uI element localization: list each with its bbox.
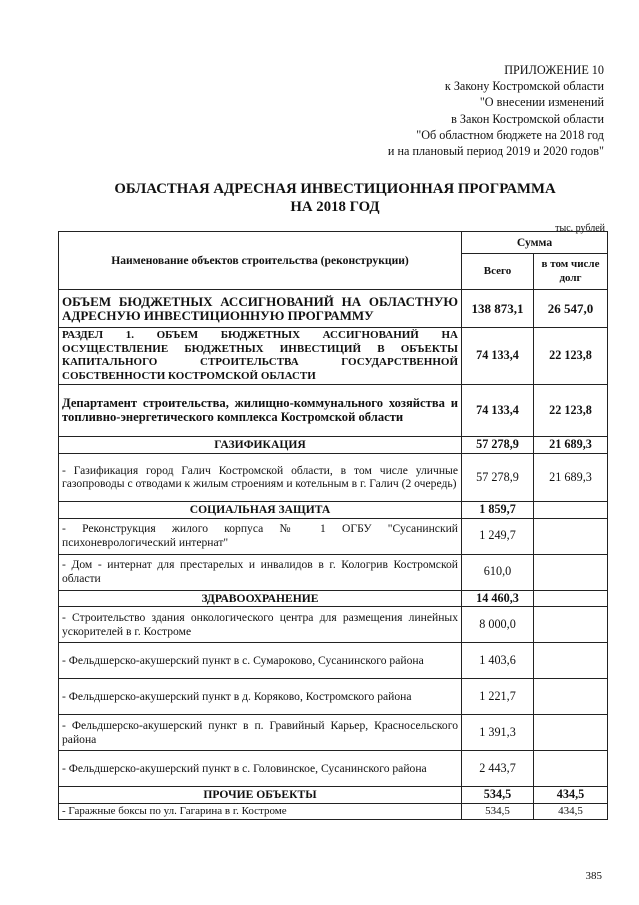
appendix-line: ПРИЛОЖЕНИЕ 10: [504, 63, 604, 77]
row-name: - Гаражные боксы по ул. Гагарина в г. Костроме: [59, 803, 462, 820]
appendix-line: и на плановый период 2019 и 2020 годов": [387, 144, 604, 159]
row-total: 1 221,7: [462, 679, 534, 715]
header-debt: в том числе долг: [534, 254, 608, 290]
unit-label: тыс. рублей: [555, 223, 605, 234]
row-total: 57 278,9: [462, 453, 534, 501]
row-name: ОБЪЕМ БЮДЖЕТНЫХ АССИГНОВАНИЙ НА ОБЛАСТНУЮ АДРЕСНУЮ ИНВЕСТИЦИОННУЮ ПРОГРАММУ: [59, 290, 462, 328]
table-row: [59, 679, 608, 715]
row-total: 1 859,7: [462, 501, 534, 518]
row-debt: [534, 715, 608, 751]
row-name: Департамент строительства, жилищно-коммунального хозяйства и топливно-энергетического комплекса Костромской области: [59, 385, 462, 437]
header-name: Наименование объектов строительства (реконструкции): [59, 232, 462, 290]
row-section-name: СОЦИАЛЬНАЯ ЗАЩИТА: [59, 501, 462, 518]
table-row: [59, 803, 608, 820]
header-total: Всего: [462, 254, 534, 290]
row-total: 74 133,4: [462, 328, 534, 385]
table-row: [59, 518, 608, 554]
table-row: [59, 453, 608, 501]
title-line-1: ОБЛАСТНАЯ АДРЕСНАЯ ИНВЕСТИЦИОННАЯ ПРОГРАММА: [114, 181, 556, 197]
row-name: - Фельдшерско-акушерский пункт в с. Сумароково, Сусанинского района: [59, 643, 462, 679]
table-row: [59, 437, 608, 454]
row-total: 14 460,3: [462, 590, 534, 607]
row-debt: [534, 751, 608, 787]
row-debt: 26 547,0: [534, 290, 608, 328]
row-debt: [534, 590, 608, 607]
table-row: [59, 590, 608, 607]
row-debt: 434,5: [534, 787, 608, 804]
header-sum: Сумма: [462, 232, 608, 254]
row-name: - Строительство здания онкологического центра для размещения линейных ускорителей в г. Костроме: [59, 607, 462, 643]
page-title: [60, 180, 610, 216]
row-total: 1 249,7: [462, 518, 534, 554]
table-row: [59, 501, 608, 518]
row-debt: [534, 518, 608, 554]
row-total: 8 000,0: [462, 607, 534, 643]
row-total: 74 133,4: [462, 385, 534, 437]
row-section-name: ПРОЧИЕ ОБЪЕКТЫ: [59, 787, 462, 804]
investment-program-table: [58, 231, 608, 820]
row-debt: 21 689,3: [534, 437, 608, 454]
row-total: 2 443,7: [462, 751, 534, 787]
appendix-line: в Закон Костромской области: [451, 111, 604, 126]
table-row: [59, 385, 608, 437]
row-name: - Реконструкция жилого корпуса № 1 ОГБУ "Сусанинский психоневрологический интернат": [59, 518, 462, 554]
row-section-name: ГАЗИФИКАЦИЯ: [59, 437, 462, 454]
table-row: [59, 290, 608, 328]
row-debt: [534, 643, 608, 679]
row-total: 534,5: [462, 803, 534, 820]
table-row: [59, 787, 608, 804]
row-debt: [534, 679, 608, 715]
row-name: - Дом - интернат для престарелых и инвалидов в г. Кологрив Костромской области: [59, 554, 462, 590]
row-total: 138 873,1: [462, 290, 534, 328]
row-total: 1 403,6: [462, 643, 534, 679]
table-row: [59, 328, 608, 385]
row-name: РАЗДЕЛ 1. ОБЪЕМ БЮДЖЕТНЫХ АССИГНОВАНИЙ НА ОСУЩЕСТВЛЕНИЕ БЮДЖЕТНЫХ ИНВЕСТИЦИЙ В ОБЪЕКТЫ КАПИТАЛЬНОГО СТРОИТЕЛЬСТВА ГОСУДАРСТВЕННОЙ СОБСТВЕННОСТИ КОСТРОМСКОЙ ОБЛАСТИ: [59, 328, 462, 385]
row-total: 534,5: [462, 787, 534, 804]
row-name: - Фельдшерско-акушерский пункт в с. Головинское, Сусанинского района: [59, 751, 462, 787]
row-total: 1 391,3: [462, 715, 534, 751]
table-row: [59, 751, 608, 787]
table-header-row: [59, 232, 608, 254]
appendix-line: "Об областном бюджете на 2018 год: [416, 127, 604, 142]
row-debt: 22 123,8: [534, 385, 608, 437]
row-debt: 21 689,3: [534, 453, 608, 501]
row-name: - Газификация город Галич Костромской области, в том числе уличные газопроводы с отводами к жилым строениям и котельным в г. Галич (2 очередь): [59, 453, 462, 501]
row-total: 610,0: [462, 554, 534, 590]
row-debt: 22 123,8: [534, 328, 608, 385]
appendix-line: "О внесении изменений: [479, 95, 604, 110]
page-number: 385: [585, 870, 602, 882]
table-row: [59, 715, 608, 751]
table-row: [59, 607, 608, 643]
row-name: - Фельдшерско-акушерский пункт в д. Коряково, Костромского района: [59, 679, 462, 715]
appendix-block: [388, 62, 604, 159]
row-name: - Фельдшерско-акушерский пункт в п. Гравийный Карьер, Красносельского района: [59, 715, 462, 751]
row-debt: [534, 607, 608, 643]
row-debt: [534, 554, 608, 590]
row-section-name: ЗДРАВООХРАНЕНИЕ: [59, 590, 462, 607]
row-debt: [534, 501, 608, 518]
table-row: [59, 643, 608, 679]
row-debt: 434,5: [534, 803, 608, 820]
title-line-2: НА 2018 ГОД: [290, 199, 380, 215]
table-row: [59, 554, 608, 590]
row-total: 57 278,9: [462, 437, 534, 454]
appendix-line: к Закону Костромской области: [444, 79, 604, 94]
